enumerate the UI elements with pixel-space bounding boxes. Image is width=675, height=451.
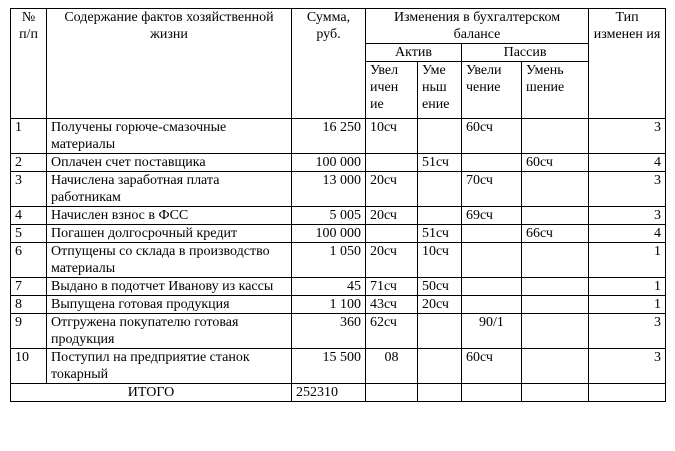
row-aktiv-decrease — [418, 207, 462, 225]
row-passiv-increase: 60сч — [462, 119, 522, 154]
total-empty-cell — [589, 384, 666, 402]
row-passiv-decrease — [522, 119, 589, 154]
row-passiv-increase: 70сч — [462, 172, 522, 207]
table-row — [11, 154, 666, 172]
header-type: Тип изменен ия — [589, 9, 666, 119]
row-type: 4 — [589, 225, 666, 243]
row-aktiv-decrease: 51сч — [418, 154, 462, 172]
row-type: 1 — [589, 278, 666, 296]
row-type: 3 — [589, 349, 666, 384]
total-empty-cell — [522, 384, 589, 402]
row-type: 3 — [589, 314, 666, 349]
row-aktiv-increase: 43сч — [366, 296, 418, 314]
row-sum: 13 000 — [292, 172, 366, 207]
total-empty-cell — [366, 384, 418, 402]
row-number: 10 — [11, 349, 47, 384]
total-empty-cell — [462, 384, 522, 402]
row-passiv-increase — [462, 243, 522, 278]
row-type: 3 — [589, 207, 666, 225]
header-passiv-increase: Увели чение — [462, 62, 522, 119]
row-aktiv-decrease: 50сч — [418, 278, 462, 296]
row-passiv-decrease — [522, 172, 589, 207]
table-row — [11, 172, 666, 207]
row-sum: 16 250 — [292, 119, 366, 154]
row-description: Начислен взнос в ФСС — [47, 207, 292, 225]
row-number: 4 — [11, 207, 47, 225]
table-row — [11, 278, 666, 296]
header-aktiv: Актив — [366, 44, 462, 62]
row-number: 8 — [11, 296, 47, 314]
row-aktiv-increase: 71сч — [366, 278, 418, 296]
table-row — [11, 314, 666, 349]
row-sum: 1 050 — [292, 243, 366, 278]
header-num: № п/п — [11, 9, 47, 119]
table-row — [11, 349, 666, 384]
row-passiv-increase — [462, 154, 522, 172]
row-number: 2 — [11, 154, 47, 172]
row-description: Поступил на предприятие станок токарный — [47, 349, 292, 384]
row-aktiv-decrease: 51сч — [418, 225, 462, 243]
table-row — [11, 296, 666, 314]
row-aktiv-increase — [366, 154, 418, 172]
row-aktiv-increase: 20сч — [366, 243, 418, 278]
row-type: 1 — [589, 296, 666, 314]
row-aktiv-increase: 62сч — [366, 314, 418, 349]
row-description: Выдано в подотчет Иванову из кассы — [47, 278, 292, 296]
row-sum: 15 500 — [292, 349, 366, 384]
total-row — [11, 384, 666, 402]
total-label: ИТОГО — [11, 384, 292, 402]
row-passiv-decrease — [522, 314, 589, 349]
row-description: Отпущены со склада в производство материалы — [47, 243, 292, 278]
header-sum: Сумма, руб. — [292, 9, 366, 119]
total-sum: 252310 — [292, 384, 366, 402]
row-sum: 360 — [292, 314, 366, 349]
row-passiv-decrease — [522, 296, 589, 314]
row-passiv-decrease: 66сч — [522, 225, 589, 243]
row-passiv-decrease — [522, 278, 589, 296]
row-aktiv-increase — [366, 225, 418, 243]
row-description: Получены горюче-смазочные материалы — [47, 119, 292, 154]
table-header — [11, 9, 666, 119]
row-description: Погашен долгосрочный кредит — [47, 225, 292, 243]
ledger-table — [10, 8, 666, 402]
row-passiv-increase — [462, 278, 522, 296]
row-sum: 5 005 — [292, 207, 366, 225]
row-sum: 45 — [292, 278, 366, 296]
row-passiv-decrease — [522, 207, 589, 225]
row-number: 7 — [11, 278, 47, 296]
row-description: Выпущена готовая продукция — [47, 296, 292, 314]
row-aktiv-decrease — [418, 349, 462, 384]
row-passiv-decrease — [522, 349, 589, 384]
row-aktiv-increase: 08 — [366, 349, 418, 384]
header-aktiv-decrease: Уме ньш ение — [418, 62, 462, 119]
row-passiv-increase: 60сч — [462, 349, 522, 384]
row-passiv-decrease: 60сч — [522, 154, 589, 172]
row-aktiv-decrease — [418, 172, 462, 207]
row-passiv-decrease — [522, 243, 589, 278]
row-aktiv-increase: 20сч — [366, 172, 418, 207]
header-aktiv-increase: Увел ичен ие — [366, 62, 418, 119]
row-passiv-increase: 90/1 — [462, 314, 522, 349]
row-type: 1 — [589, 243, 666, 278]
row-number: 1 — [11, 119, 47, 154]
table-body — [11, 119, 666, 402]
row-description: Оплачен счет поставщика — [47, 154, 292, 172]
row-passiv-increase: 69сч — [462, 207, 522, 225]
header-passiv-decrease: Умень шение — [522, 62, 589, 119]
row-aktiv-decrease: 10сч — [418, 243, 462, 278]
row-number: 9 — [11, 314, 47, 349]
row-passiv-increase — [462, 225, 522, 243]
row-aktiv-increase: 20сч — [366, 207, 418, 225]
row-type: 3 — [589, 119, 666, 154]
table-row — [11, 243, 666, 278]
row-type: 4 — [589, 154, 666, 172]
header-passiv: Пассив — [462, 44, 589, 62]
header-changes: Изменения в бухгалтерском балансе — [366, 9, 589, 44]
header-content: Содержание фактов хозяйственной жизни — [47, 9, 292, 119]
table-row — [11, 207, 666, 225]
row-aktiv-decrease — [418, 314, 462, 349]
row-description: Отгружена покупателю готовая продукция — [47, 314, 292, 349]
row-aktiv-increase: 10сч — [366, 119, 418, 154]
row-aktiv-decrease: 20сч — [418, 296, 462, 314]
row-number: 6 — [11, 243, 47, 278]
row-description: Начислена заработная плата работникам — [47, 172, 292, 207]
row-aktiv-decrease — [418, 119, 462, 154]
row-sum: 1 100 — [292, 296, 366, 314]
row-number: 5 — [11, 225, 47, 243]
row-sum: 100 000 — [292, 225, 366, 243]
row-sum: 100 000 — [292, 154, 366, 172]
row-number: 3 — [11, 172, 47, 207]
row-type: 3 — [589, 172, 666, 207]
total-empty-cell — [418, 384, 462, 402]
table-row — [11, 225, 666, 243]
row-passiv-increase — [462, 296, 522, 314]
table-row — [11, 119, 666, 154]
